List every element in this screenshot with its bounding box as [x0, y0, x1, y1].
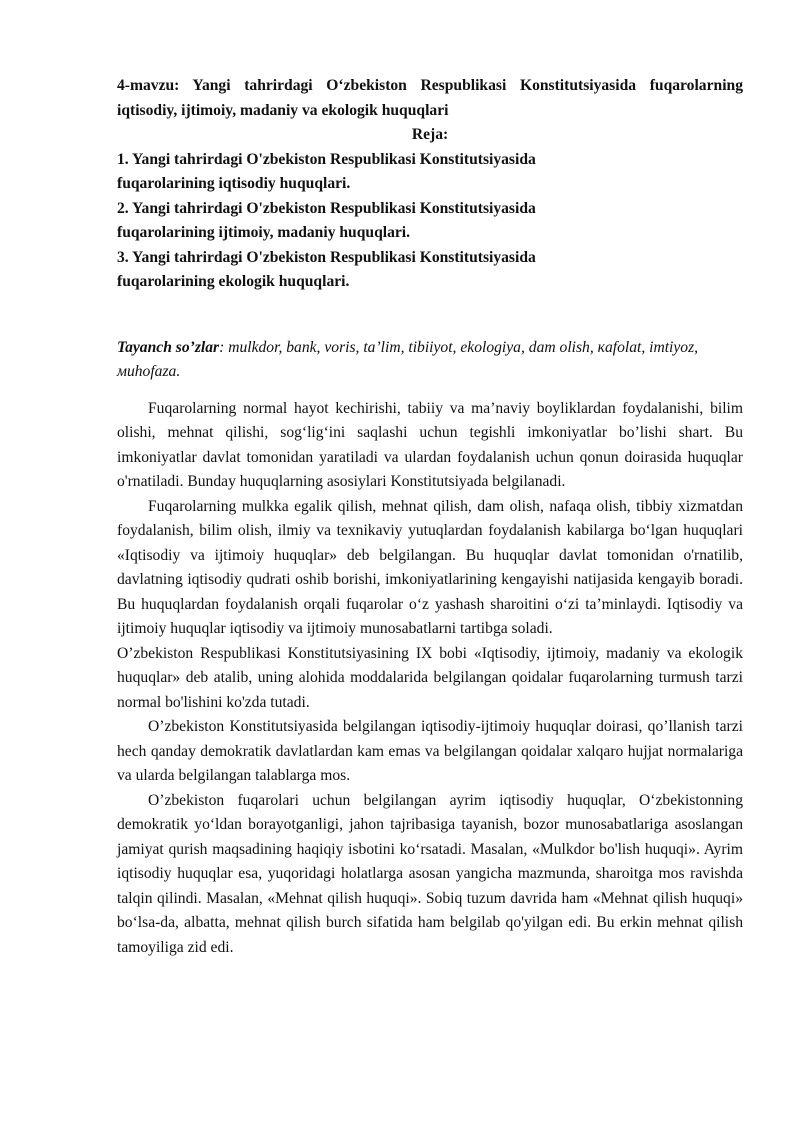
- document-page: [117, 74, 743, 960]
- keywords-text: : mulkdor, bank, voris, ta’lim, tibiiyot, ekologiya, dam olish, кafolat, imtiyoz, мuhofaza.: [117, 338, 699, 380]
- plan-list: [117, 148, 743, 295]
- plan-item: 2. Yangi tahrirdagi O'zbekiston Respublikasi Konstitutsiyasida fuqarolarining ijtimoiy, madaniy huquqlari.: [117, 199, 536, 241]
- body-paragraph: Fuqarolarning normal hayot kechirishi, tabiiy va ma’naviy boyliklardan foydalanishi, bilim olishi, mehnat qilishi, sog‘lig‘ini saqlashi uchun tegishli imkoniyatlar bo’lishi shart. Bu imkoniyatlar davlat tomonidan yaratiladi va ulardan foydalanish uchun qonun doirasida huquqlar o'rnatiladi. Bunday huquqlarning asosiylari Konstitutsiyada belgilanadi.: [117, 399, 743, 490]
- plan-heading: Reja:: [411, 126, 449, 143]
- keywords-line: [117, 336, 717, 385]
- keywords-label: Tayanch so’zlar: [117, 338, 220, 356]
- document-title: 4-mavzu: Yangi tahrirdagi O‘zbekiston Respublikasi Konstitutsiyasida fuqarolarning iqtisodiy, ijtimoiy, madaniy va ekologik huquqlari: [117, 77, 743, 119]
- body-paragraph: O’zbekiston Konstitutsiyasida belgilangan iqtisodiy-ijtimoiy huquqlar doirasi, qo’llanish tarzi hech qanday demokratik davlatlardan kam emas va belgilangan qoidalar xalqaro hujjat normalariga va ularda belgilangan talablarga mos.: [117, 718, 743, 784]
- plan-item: 3. Yangi tahrirdagi O'zbekiston Respublikasi Konstitutsiyasida fuqarolarining ekologik huquqlari.: [117, 248, 536, 290]
- body-paragraph: O’zbekiston Respublikasi Konstitutsiyasining IX bobi «Iqtisodiy, ijtimoiy, madaniy va ekologik huquqlar» deb atalib, uning alohida moddalarida belgilangan qoidalar fuqarolarning turmush tarzi normal bo'lishini ko'zda tutadi.: [117, 644, 743, 711]
- body-paragraph: O’zbekiston fuqarolari uchun belgilangan ayrim iqtisodiy huquqlar, O‘zbekistonning demokratik yo‘ldan borayotganligi, jahon tajribasiga tayanish, bozor munosabatlariga asoslangan jamiyat qurish maqsadining haqiqiy isbotini ko‘rsatadi. Masalan, «Mulkdor bo'lish huquqi». Ayrim iqtisodiy huquqlar esa, yuqoridagi holatlarga asosan yangicha mazmunda, sharoitga mos ravishda talqin qilindi. Masalan, «Mehnat qilish huquqi». Sobiq tuzum davrida ham «Mehnat qilish huquqi» bo‘lsa-da, albatta, mehnat qilish burch sifatida ham belgilab qo'yilgan edi. Bu erkin mehnat qilish tamoyiliga zid edi.: [117, 791, 743, 956]
- plan-item: 1. Yangi tahrirdagi O'zbekiston Respublikasi Konstitutsiyasida fuqarolarining iqtisodiy huquqlari.: [117, 150, 536, 192]
- body-paragraph: Fuqarolarning mulkka egalik qilish, mehnat qilish, dam olish, nafaqa olish, tibbiy xizmatdan foydalanish, bilim olish, ilmiy va texnikaviy yutuqlardan foydalanish kabilarga bo‘lgan huquqlari «Iqtisodiy va ijtimoiy huquqlar» deb belgilangan. Bu huquqlar davlat tomonidan o'rnatilib, davlatning iqtisodiy qudrati oshib borishi, imkoniyatlarining kengayishi natijasida kengayib boradi. Bu huquqlardan foydalanish orqali fuqarolar o‘z yashash sharoitini o‘zi ta’minlaydi. Iqtisodiy va ijtimoiy huquqlar iqtisodiy va ijtimoiy munosabatlarni tartibga soladi.: [117, 497, 743, 637]
